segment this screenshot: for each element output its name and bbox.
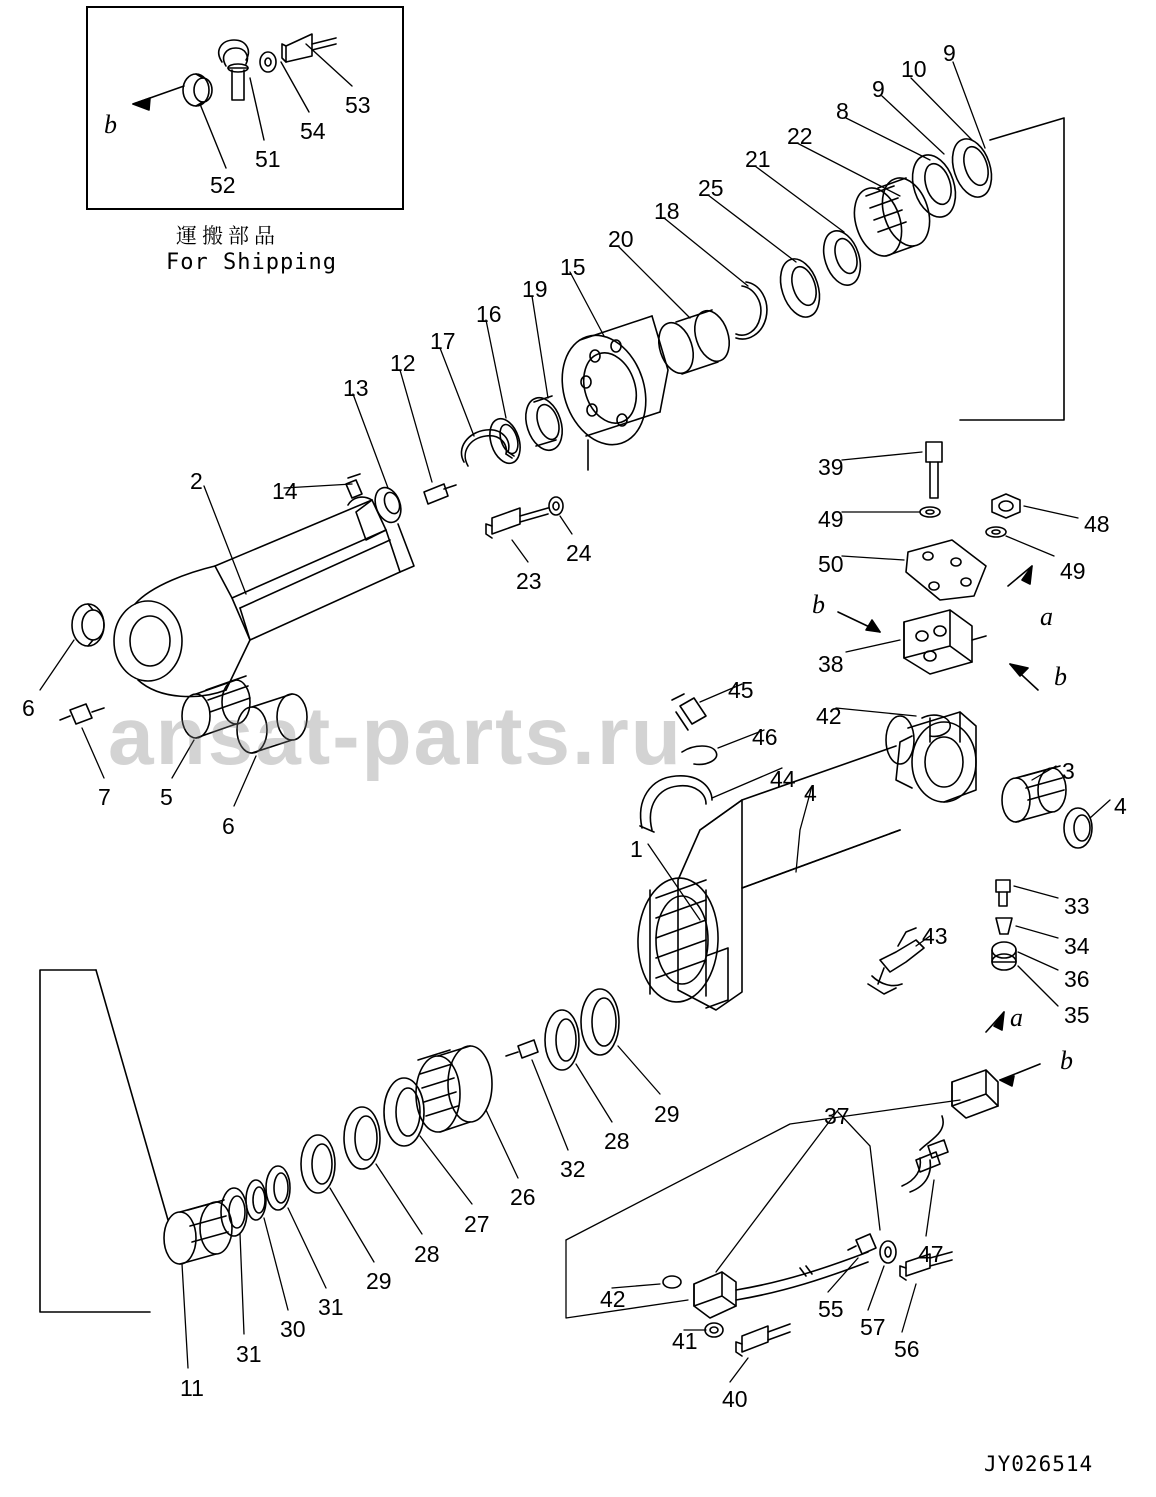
callout-number: 43 <box>922 923 948 949</box>
callout-number: 18 <box>654 198 680 224</box>
callout-number: 55 <box>818 1296 844 1322</box>
callout-number: 23 <box>516 568 542 594</box>
marker-b-inset: b <box>104 110 117 139</box>
callout-number: 7 <box>98 784 111 810</box>
cylinder-tube-assembly <box>636 712 976 1010</box>
callout-number: 17 <box>430 328 456 354</box>
callout-number: 4 <box>1114 793 1127 819</box>
callout-number: 4 <box>804 780 817 806</box>
callout-number: 11 <box>180 1375 204 1401</box>
callout-number: 38 <box>818 651 844 677</box>
callout-number: 10 <box>901 56 927 82</box>
callout-number: 29 <box>654 1101 680 1127</box>
callout-number: 54 <box>300 118 326 144</box>
callout-number: 5 <box>160 784 173 810</box>
inset-title-japanese: 運搬部品 <box>176 224 280 248</box>
callout-number: 16 <box>476 301 502 327</box>
callout-number: 44 <box>770 766 796 792</box>
callout-number: 50 <box>818 551 844 577</box>
callout-number: 49 <box>1060 558 1086 584</box>
rod-assembly-upper <box>114 474 414 697</box>
callout-number: 24 <box>566 540 592 566</box>
callout-number: 46 <box>752 724 778 750</box>
callout-number: 45 <box>728 677 754 703</box>
callout-number: 39 <box>818 454 844 480</box>
callout-number: 19 <box>522 276 548 302</box>
callout-number: 1 <box>630 836 643 862</box>
marker-b-left-mid: b <box>812 590 825 619</box>
callout-number: 12 <box>390 350 416 376</box>
callout-number: 57 <box>860 1314 886 1340</box>
watermark: ansat-parts.ru <box>108 691 683 782</box>
callout-number: 53 <box>345 92 371 118</box>
callout-number: 26 <box>510 1184 536 1210</box>
callout-number: 15 <box>560 254 586 280</box>
callout-number: 42 <box>816 703 842 729</box>
callout-number: 25 <box>698 175 724 201</box>
marker-a-lower: a <box>1010 1003 1023 1032</box>
drawing-number: JY026514 <box>984 1452 1094 1476</box>
callout-number: 21 <box>745 146 771 172</box>
callout-number: 13 <box>343 375 369 401</box>
callout-number: 34 <box>1064 933 1090 959</box>
callout-number: 47 <box>918 1241 944 1267</box>
callout-number: 52 <box>210 172 236 198</box>
callout-number: 6 <box>222 813 235 839</box>
callout-number: 35 <box>1064 1002 1090 1028</box>
callout-number: 32 <box>560 1156 586 1182</box>
callout-number: 29 <box>366 1268 392 1294</box>
callout-number: 41 <box>672 1328 698 1354</box>
callout-number: 22 <box>787 123 813 149</box>
callout-number: 8 <box>836 98 849 124</box>
callout-number: 31 <box>236 1341 262 1367</box>
callout-number: 9 <box>943 40 956 66</box>
callout-number: 48 <box>1084 511 1110 537</box>
callout-number: 40 <box>722 1386 748 1412</box>
callout-number: 28 <box>414 1241 440 1267</box>
callout-number: 3 <box>1062 758 1075 784</box>
callout-number: 28 <box>604 1128 630 1154</box>
callout-number: 49 <box>818 506 844 532</box>
callout-number: 2 <box>190 468 203 494</box>
callout-number: 56 <box>894 1336 920 1362</box>
callout-number: 6 <box>22 695 35 721</box>
marker-b-lower: b <box>1060 1046 1073 1075</box>
callout-number: 31 <box>318 1294 344 1320</box>
marker-b-right-mid: b <box>1054 662 1067 691</box>
callout-number: 14 <box>272 478 298 504</box>
callout-number: 36 <box>1064 966 1090 992</box>
callout-number: 33 <box>1064 893 1090 919</box>
callout-number: 30 <box>280 1316 306 1342</box>
callout-number: 9 <box>872 76 885 102</box>
callout-number: 37 <box>824 1103 850 1129</box>
callout-number: 42 <box>600 1286 626 1312</box>
callout-number: 20 <box>608 226 634 252</box>
callout-number: 27 <box>464 1211 490 1237</box>
inset-title-english: For Shipping <box>166 250 337 275</box>
marker-a-right-upper: a <box>1040 602 1053 631</box>
callout-number: 51 <box>255 146 281 172</box>
